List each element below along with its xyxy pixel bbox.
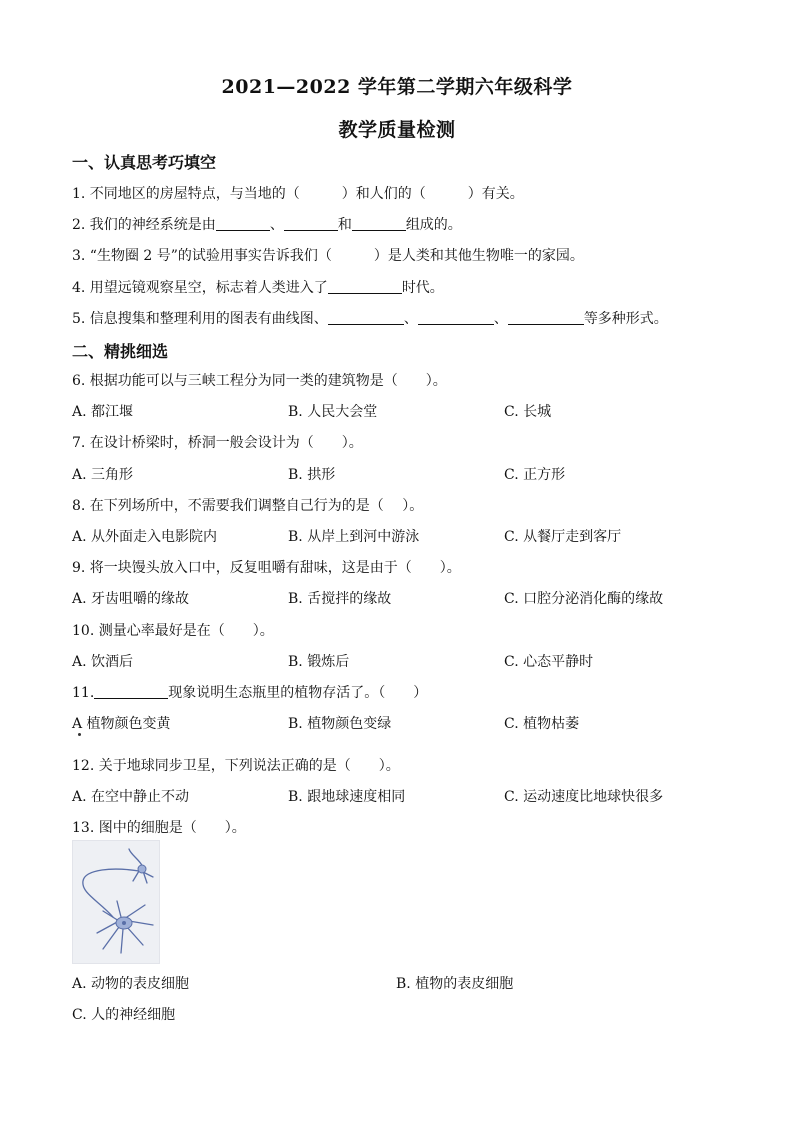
question-10-option-b[interactable]: B. 锻炼后 [288,654,350,670]
question-6-stem: 6. 根据功能可以与三峡工程分为同一类的建筑物是（ ）。 [72,373,447,389]
question-1 [72,183,524,203]
question-11-number: 11. [72,685,95,701]
question-3-text: 3. “生物圈 2 号”的试验用事实告诉我们（ ）是人类和其他生物唯一的家园。 [72,248,584,264]
section-heading-fill-in: 一、认真思考巧填空 [72,153,217,172]
question-9-option-c[interactable]: C. 口腔分泌消化酶的缘故 [504,591,664,607]
question-7-option-b[interactable]: B. 拱形 [288,467,336,483]
page-subtitle: 教学质量检测 [338,119,456,141]
question-3 [72,245,584,265]
question-6-option-c[interactable]: C. 长城 [504,404,552,420]
question-12-stem: 12. 关于地球同步卫星，下列说法正确的是（ ）。 [72,758,400,774]
section-heading-choice: 二、精挑细选 [72,342,169,361]
question-4-text-a: 4. 用望远镜观察星空，标志着人类进入了 [72,280,328,296]
neuron-illustration-icon [73,841,159,963]
answer-blank[interactable] [352,216,406,231]
question-7-option-a[interactable]: A. 三角形 [72,467,134,483]
answer-blank[interactable] [328,279,402,294]
answer-blank[interactable] [328,310,404,325]
question-11-stem [72,682,427,702]
question-10-stem: 10. 测量心率最好是在（ ）。 [72,623,274,639]
question-1-text: 1. 不同地区的房屋特点，与当地的（ ）和人们的（ ）有关。 [72,186,524,202]
question-2-text-c: 和 [337,217,352,233]
question-6-option-a[interactable]: A. 都江堰 [72,404,134,420]
question-9-option-b[interactable]: B. 舌搅拌的缘故 [288,591,392,607]
question-5-text-c: 、 [493,311,508,327]
question-13-stem: 13. 图中的细胞是（ ）。 [72,820,246,836]
neuron-figure [72,840,160,964]
question-12-option-c[interactable]: C. 运动速度比地球快很多 [504,789,664,805]
question-10-option-c[interactable]: C. 心态平静时 [504,654,594,670]
question-5-text-d: 等多种形式。 [583,311,668,327]
question-5-text-b: 、 [403,311,418,327]
question-2 [72,214,462,234]
question-7-stem: 7. 在设计桥梁时，桥洞一般会设计为（ ）。 [72,435,363,451]
question-4-text-b: 时代。 [401,280,444,296]
answer-blank[interactable] [94,684,168,699]
question-13-option-a[interactable]: A. 动物的表皮细胞 [72,976,190,992]
question-8-option-a[interactable]: A. 从外面走入电影院内 [72,529,218,545]
answer-blank[interactable] [216,216,270,231]
stray-dot [78,733,81,736]
question-12-option-b[interactable]: B. 跟地球速度相同 [288,789,406,805]
question-9-stem: 9. 将一块馒头放入口中，反复咀嚼有甜味，这是由于（ ）。 [72,560,461,576]
question-13-option-b[interactable]: B. 植物的表皮细胞 [396,976,514,992]
question-6-option-b[interactable]: B. 人民大会堂 [288,404,378,420]
answer-blank[interactable] [508,310,584,325]
question-5-text-a: 5. 信息搜集和整理利用的图表有曲线图、 [72,311,328,327]
answer-blank[interactable] [418,310,494,325]
question-2-text-a: 2. 我们的神经系统是由 [72,217,216,233]
question-2-text-b: 、 [269,217,284,233]
answer-blank[interactable] [284,216,338,231]
question-8-option-b[interactable]: B. 从岸上到河中游泳 [288,529,420,545]
question-12-option-a[interactable]: A. 在空中静止不动 [72,789,190,805]
question-4 [72,277,444,297]
question-5 [72,308,668,328]
question-8-option-c[interactable]: C. 从餐厅走到客厅 [504,529,622,545]
question-9-option-a[interactable]: A. 牙齿咀嚼的缘故 [72,591,190,607]
question-11-option-b[interactable]: B. 植物颜色变绿 [288,716,392,732]
question-11-option-c[interactable]: C. 植物枯萎 [504,716,580,732]
page-title: 2021—2022 学年第二学期六年级科学 [221,76,573,98]
question-11-option-a[interactable]: A 植物颜色变黄 [72,716,171,732]
question-10-option-a[interactable]: A. 饮酒后 [72,654,134,670]
question-2-text-d: 组成的。 [405,217,462,233]
question-7-option-c[interactable]: C. 正方形 [504,467,566,483]
question-8-stem: 8. 在下列场所中，不需要我们调整自己行为的是（ ）。 [72,498,424,514]
question-11-text: 现象说明生态瓶里的植物存活了。（ ） [168,685,428,701]
question-13-option-c[interactable]: C. 人的神经细胞 [72,1007,176,1023]
